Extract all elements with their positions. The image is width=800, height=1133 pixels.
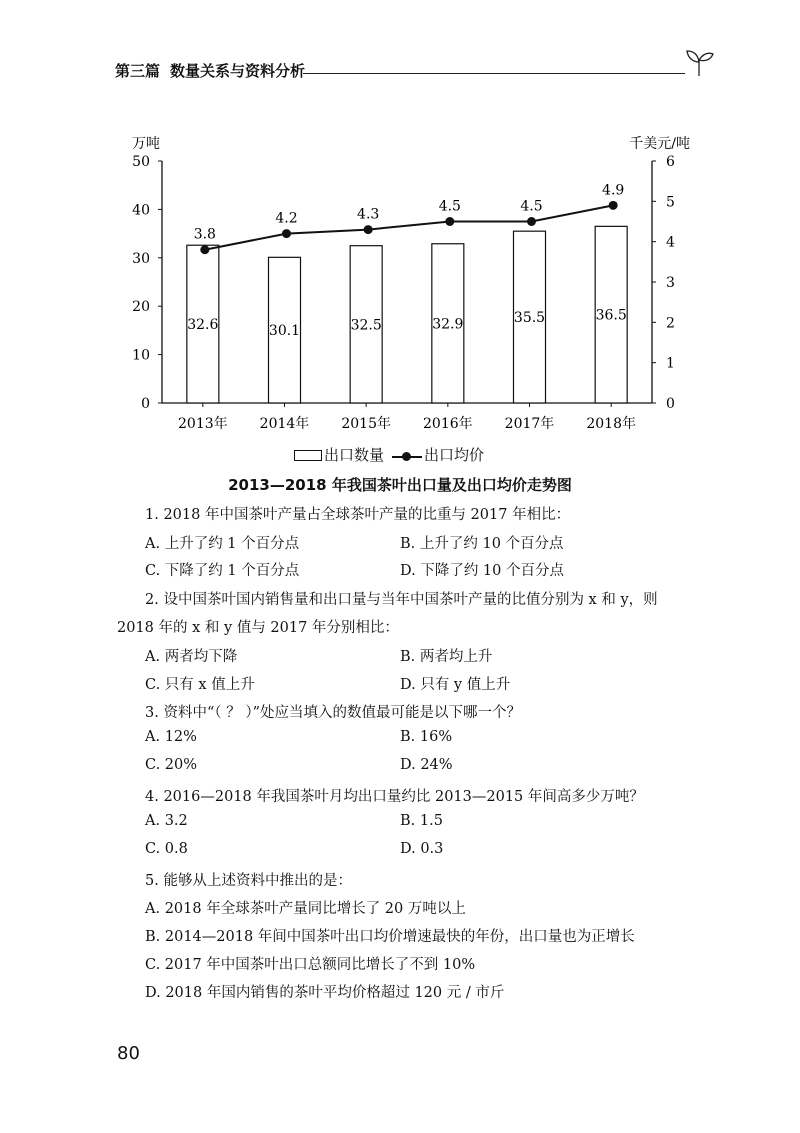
q1-option-a: A. 上升了约 1 个百分点 — [145, 536, 300, 552]
x-tick-label: 2015年 — [341, 416, 391, 432]
bar-value-label: 32.5 — [350, 317, 382, 334]
q3-option-a: A. 12% — [145, 729, 197, 745]
right-tick-label: 1 — [666, 355, 675, 372]
x-tick-label: 2016年 — [423, 416, 473, 432]
q5-stem: 5. 能够从上述资料中推出的是： — [145, 873, 352, 889]
right-tick-label: 0 — [666, 396, 675, 412]
legend-bar-label: 出口数量 — [324, 446, 385, 464]
x-tick-label: 2017年 — [504, 416, 555, 432]
q4-option-a: A. 3.2 — [145, 813, 188, 829]
bar-value-label: 30.1 — [268, 323, 301, 340]
q1-option-d: D. 下降了约 10 个百分点 — [400, 563, 564, 579]
price-point — [445, 217, 454, 226]
q2-stem-line1: 2. 设中国茶叶国内销售量和出口量与当年中国茶叶产量的比值分别为 x 和 y，则 — [145, 592, 658, 608]
right-axis-unit: 千美元/吨 — [629, 136, 690, 152]
price-point — [282, 229, 291, 238]
price-value-label: 4.5 — [438, 198, 461, 215]
right-tick-label: 3 — [666, 275, 675, 291]
page-number: 80 — [117, 1043, 140, 1064]
q1-stem: 1. 2018 年中国茶叶产量占全球茶叶产量的比重与 2017 年相比： — [145, 507, 571, 523]
left-tick-label: 0 — [141, 396, 150, 412]
price-value-label: 4.9 — [602, 182, 625, 199]
price-value-label: 4.3 — [357, 206, 380, 223]
q2-option-b: B. 两者均上升 — [400, 649, 493, 665]
chart-legend — [294, 444, 484, 465]
legend-line-label: 出口均价 — [424, 446, 485, 464]
price-point — [527, 217, 536, 226]
left-tick-label: 40 — [132, 202, 150, 219]
left-tick-label: 20 — [132, 299, 150, 316]
price-point — [200, 245, 209, 254]
q3-stem: 3. 资料中“（ ？ ）”处应当填入的数值最可能是以下哪一个？ — [145, 705, 521, 721]
chapter-label: 第三篇 — [115, 62, 161, 80]
left-axis-unit: 万吨 — [132, 136, 160, 152]
q3-option-b: B. 16% — [400, 729, 453, 745]
q4-option-d: D. 0.3 — [400, 841, 444, 857]
legend-line-swatch — [392, 450, 422, 462]
q2-option-c: C. 只有 x 值上升 — [145, 677, 255, 693]
q3-option-d: D. 24% — [400, 757, 453, 773]
export-chart — [0, 0, 800, 470]
price-point — [364, 225, 373, 234]
right-tick-label: 2 — [666, 315, 675, 332]
q4-option-c: C. 0.8 — [145, 841, 188, 857]
price-point — [609, 201, 618, 210]
q4-option-b: B. 1.5 — [400, 813, 443, 829]
right-tick-label: 4 — [666, 234, 675, 251]
q3-option-c: C. 20% — [145, 757, 198, 773]
price-series-line — [205, 205, 613, 249]
section-title: 数量关系与资料分析 — [170, 62, 306, 80]
q5-option-d: D. 2018 年国内销售的茶叶平均价格超过 120 元 / 市斤 — [145, 985, 505, 1001]
q1-option-c: C. 下降了约 1 个百分点 — [145, 563, 300, 579]
bar-value-label: 32.9 — [432, 316, 464, 333]
right-tick-label: 5 — [666, 194, 675, 211]
q1-option-b: B. 上升了约 10 个百分点 — [400, 536, 564, 552]
price-value-label: 4.5 — [520, 198, 543, 215]
bar-value-label: 35.5 — [513, 310, 546, 327]
bar-value-label: 36.5 — [595, 307, 627, 324]
x-tick-label: 2018年 — [586, 416, 636, 432]
q2-stem-line2: 2018 年的 x 和 y 值与 2017 年分别相比： — [117, 620, 399, 636]
q4-stem: 4. 2016—2018 年我国茶叶月均出口量约比 2013—2015 年间高多少万吨？ — [145, 789, 644, 805]
q5-option-b: B. 2014—2018 年间中国茶叶出口均价增速最快的年份，出口量也为正增长 — [145, 929, 635, 945]
q5-option-a: A. 2018 年全球茶叶产量同比增长了 20 万吨以上 — [145, 901, 466, 917]
left-tick-label: 30 — [132, 250, 150, 267]
q5-option-c: C. 2017 年中国茶叶出口总额同比增长了不到 10% — [145, 957, 476, 973]
bar-value-label: 32.6 — [187, 317, 219, 334]
price-value-label: 3.8 — [193, 226, 216, 243]
right-tick-label: 6 — [666, 154, 675, 170]
legend-bar-swatch — [294, 450, 322, 461]
left-tick-label: 50 — [132, 154, 150, 170]
left-tick-label: 10 — [132, 347, 150, 364]
x-tick-label: 2013年 — [178, 416, 228, 432]
price-value-label: 4.2 — [275, 210, 298, 227]
q2-option-a: A. 两者均下降 — [145, 649, 238, 665]
x-tick-label: 2014年 — [259, 416, 310, 432]
q2-option-d: D. 只有 y 值上升 — [400, 677, 511, 693]
chart-title: 2013—2018 年我国茶叶出口量及出口均价走势图 — [228, 476, 572, 494]
